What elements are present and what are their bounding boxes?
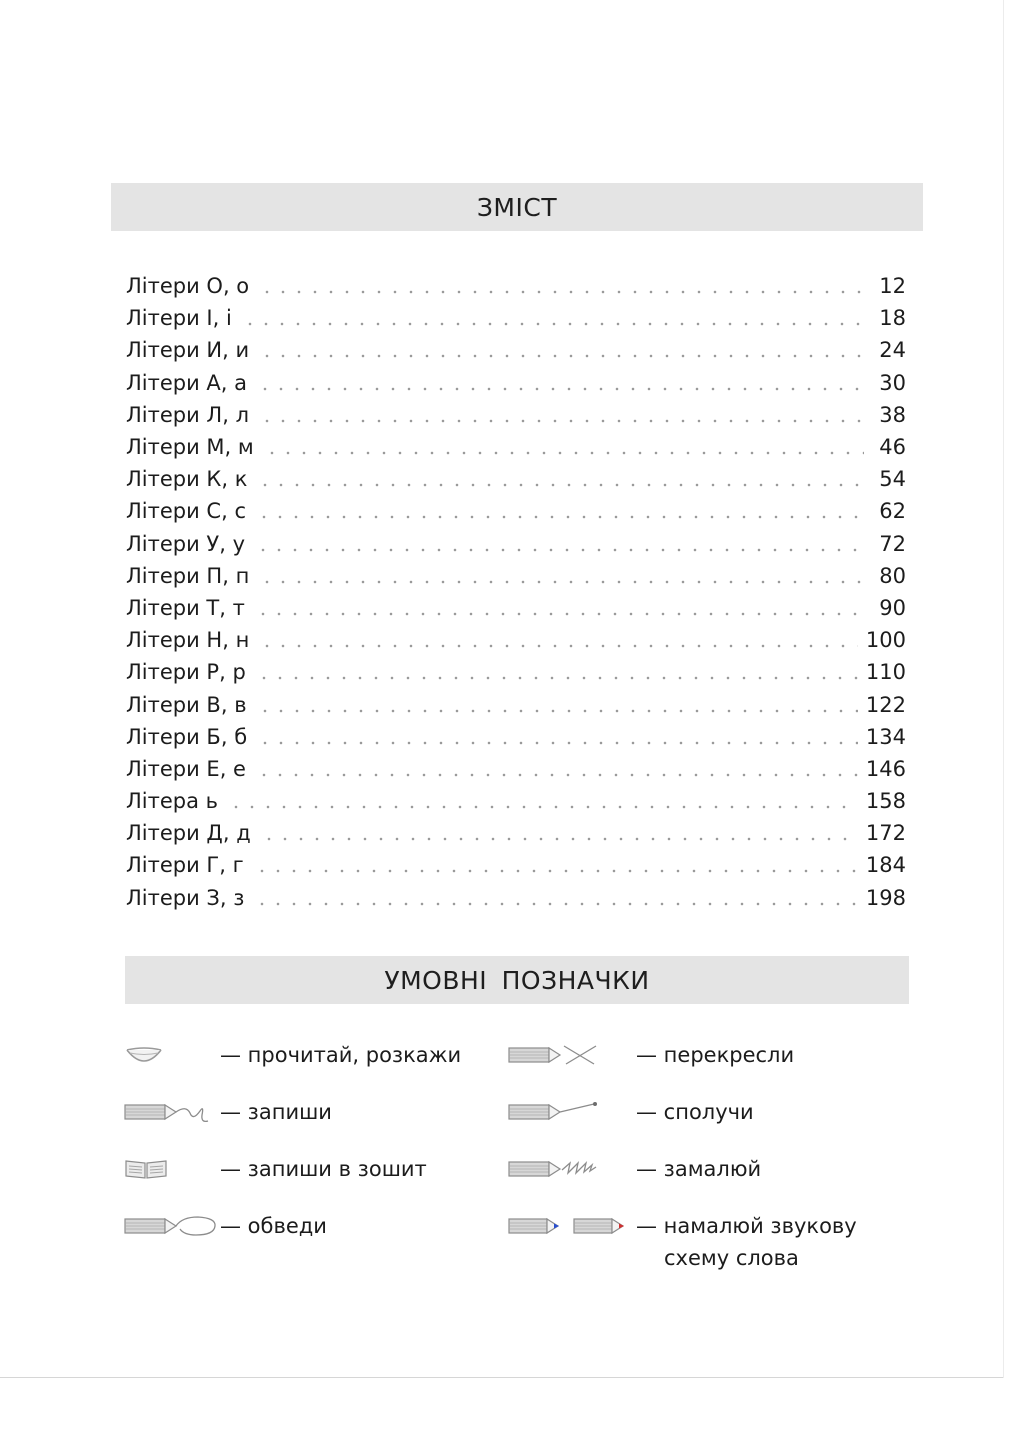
toc-entry-title: Літери І, і	[126, 306, 232, 331]
toc-entry-page: 146	[865, 756, 906, 781]
toc-entry	[126, 882, 906, 914]
pencil-scribble-icon	[508, 1154, 636, 1184]
toc-heading: ЗМІСТ	[476, 192, 558, 222]
toc-dot-leader	[261, 837, 858, 841]
legend-text-connect: — сполучи	[636, 1100, 754, 1124]
toc-dot-leader	[257, 483, 864, 487]
toc-entry	[126, 721, 906, 753]
toc-entry	[126, 495, 906, 527]
toc-dot-leader	[259, 644, 858, 648]
pencil-circle-icon	[124, 1211, 220, 1241]
toc-dot-leader	[255, 612, 864, 616]
toc-entry	[126, 785, 906, 817]
toc-entry-title: Літери О, о	[126, 274, 250, 299]
toc-entry-title: Літери Т, т	[126, 595, 245, 620]
toc-entry-page: 12	[879, 274, 906, 299]
toc-entry	[126, 367, 906, 399]
legend-text-read: — прочитай, розкажи	[220, 1043, 462, 1067]
toc-dot-leader	[256, 773, 858, 777]
toc-entry-page: 158	[865, 789, 906, 814]
legend-item-cross-out	[508, 1040, 794, 1071]
toc-entry-page: 30	[879, 370, 906, 395]
table-of-contents	[126, 270, 906, 914]
toc-entry	[126, 817, 906, 849]
toc-entry-title: Літери В, в	[126, 692, 247, 717]
toc-entry-page: 184	[865, 853, 906, 878]
pencil-write-icon	[124, 1097, 220, 1127]
toc-dot-leader	[264, 451, 864, 455]
toc-entry-page: 18	[879, 306, 906, 331]
toc-entry-title: Літери Л, л	[126, 402, 249, 427]
toc-entry-title: Літери П, п	[126, 563, 250, 588]
toc-entry	[126, 560, 906, 592]
toc-entry-title: Літери С, с	[126, 499, 246, 524]
legend-item-write	[124, 1097, 332, 1128]
legend-item-sound-scheme	[508, 1211, 857, 1274]
legend-item-read	[124, 1040, 461, 1071]
toc-entry-title: Літери К, к	[126, 467, 248, 492]
open-book-icon	[124, 1154, 220, 1184]
toc-dot-leader	[257, 709, 858, 713]
toc-dot-leader	[228, 805, 858, 809]
legend-item-notebook	[124, 1154, 427, 1185]
toc-heading-banner	[111, 183, 923, 231]
toc-entry	[126, 592, 906, 624]
toc-entry-page: 134	[865, 724, 906, 749]
toc-entry	[126, 849, 906, 881]
toc-dot-leader	[256, 515, 864, 519]
toc-dot-leader	[254, 869, 858, 873]
toc-entry	[126, 624, 906, 656]
toc-entry-page: 72	[879, 531, 906, 556]
toc-entry-title: Літери Н, н	[126, 628, 250, 653]
two-colored-pencils-icon	[508, 1211, 636, 1241]
toc-entry-page: 198	[865, 885, 906, 910]
toc-entry-page: 100	[865, 628, 906, 653]
legend-text-sound-scheme	[636, 1210, 857, 1274]
toc-entry-page: 80	[879, 563, 906, 588]
toc-entry	[126, 302, 906, 334]
toc-entry-title: Літери Г, г	[126, 853, 244, 878]
toc-entry-page: 62	[879, 499, 906, 524]
toc-entry-page: 38	[879, 402, 906, 427]
legend-text-paint: — замалюй	[636, 1157, 762, 1181]
toc-entry-title: Літери М, м	[126, 435, 254, 460]
toc-dot-leader	[257, 387, 864, 391]
toc-entry	[126, 270, 906, 302]
toc-entry-title: Літери Б, б	[126, 724, 248, 749]
legend-item-connect	[508, 1097, 754, 1128]
toc-entry-title: Літери И, и	[126, 338, 250, 363]
legend-text-circle: — обведи	[220, 1214, 327, 1238]
page-edge-line	[1003, 0, 1004, 1378]
legend-text-notebook: — запиши в зошит	[220, 1157, 427, 1181]
toc-entry-title: Літери А, а	[126, 370, 248, 395]
toc-entry	[126, 334, 906, 366]
toc-entry-page: 54	[879, 467, 906, 492]
legend-item-circle	[124, 1211, 327, 1242]
legend-text-cross-out: — перекресли	[636, 1043, 795, 1067]
legend-text-sound-scheme-line2: схему слова	[664, 1246, 799, 1270]
toc-entry	[126, 656, 906, 688]
legend-text-write: — запиши	[220, 1100, 332, 1124]
toc-entry-title: Літери Д, д	[126, 821, 251, 846]
toc-entry-title: Літери Е, е	[126, 756, 246, 781]
toc-dot-leader	[259, 419, 864, 423]
toc-dot-leader	[255, 548, 864, 552]
legend-heading-banner	[125, 956, 909, 1004]
toc-dot-leader	[256, 676, 858, 680]
toc-entry-title: Літери У, у	[126, 531, 246, 556]
toc-entry	[126, 688, 906, 720]
toc-entry-page: 122	[865, 692, 906, 717]
toc-entry-title: Літера ь	[126, 789, 219, 814]
toc-entry	[126, 528, 906, 560]
toc-entry	[126, 463, 906, 495]
legend-item-paint	[508, 1154, 761, 1185]
mouth-icon	[124, 1040, 220, 1070]
toc-dot-leader	[254, 902, 857, 906]
toc-dot-leader	[257, 741, 858, 745]
toc-entry-title: Літери Р, р	[126, 660, 246, 685]
toc-entry	[126, 431, 906, 463]
toc-entry-page: 90	[879, 595, 906, 620]
pencil-cross-icon	[508, 1040, 636, 1070]
toc-entry	[126, 753, 906, 785]
legend-text-sound-scheme-line1: — намалюй звукову	[636, 1214, 857, 1238]
toc-dot-leader	[259, 580, 864, 584]
toc-entry-page: 110	[865, 660, 906, 685]
legend-heading: УМОВНІ ПОЗНАЧКИ	[384, 965, 650, 995]
toc-entry	[126, 399, 906, 431]
toc-entry-page: 46	[879, 435, 906, 460]
toc-entry-page: 172	[865, 821, 906, 846]
toc-entry-page: 24	[879, 338, 906, 363]
toc-entry-title: Літери З, з	[126, 885, 245, 910]
bottom-rule	[0, 1377, 1003, 1378]
toc-dot-leader	[242, 322, 864, 326]
toc-dot-leader	[259, 290, 864, 294]
toc-dot-leader	[259, 354, 864, 358]
pencil-line-icon	[508, 1097, 636, 1127]
